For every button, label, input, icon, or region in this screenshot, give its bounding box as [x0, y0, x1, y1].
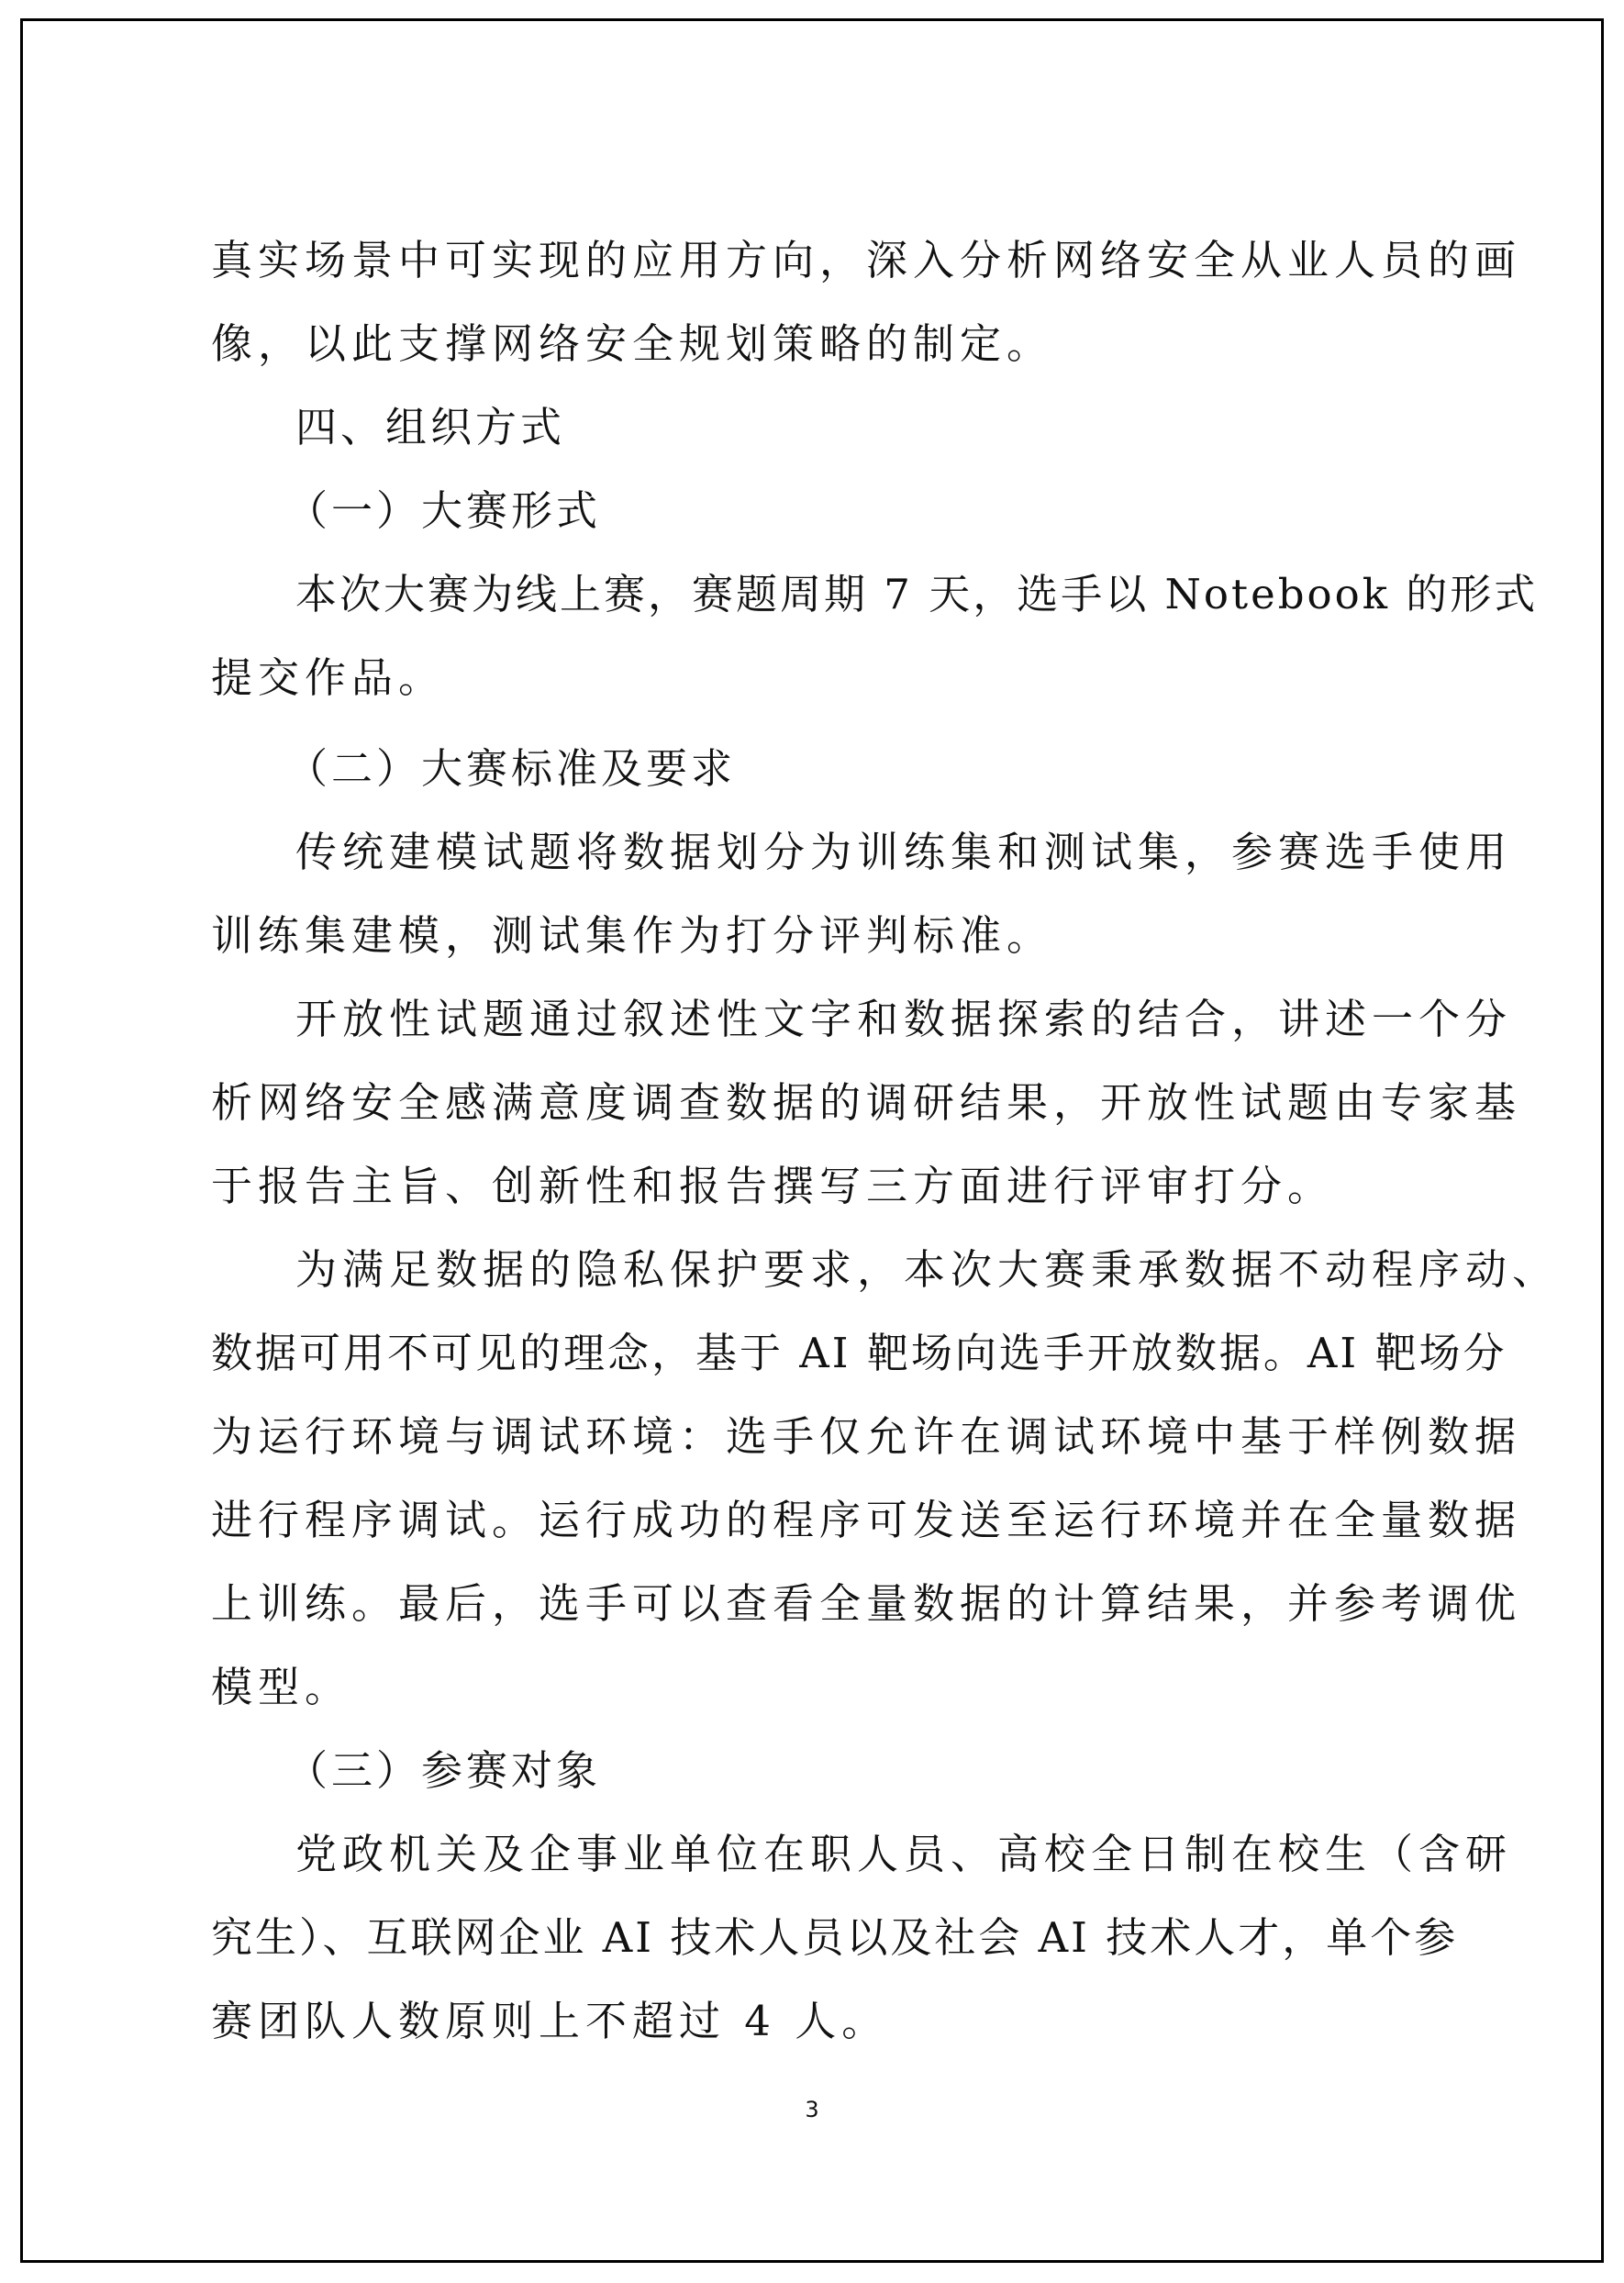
- paragraph-line: 上训练。最后，选手可以查看全量数据的计算结果，并参考调优: [211, 1579, 1522, 1628]
- paragraph-line: 提交作品。: [211, 653, 446, 702]
- paragraph-line: 析网络安全感满意度调查数据的调研结果，开放性试题由专家基: [211, 1078, 1522, 1127]
- paragraph-line: 传统建模试题将数据划分为训练集和测试集，参赛选手使用: [295, 828, 1513, 876]
- paragraph-line: 进行程序调试。运行成功的程序可发送至运行环境并在全量数据: [211, 1496, 1522, 1544]
- subsection-heading: （三）参赛对象: [286, 1746, 602, 1795]
- subsection-heading: （二）大赛标准及要求: [286, 744, 737, 793]
- paragraph-line: 党政机关及企事业单位在职人员、高校全日制在校生（含研: [295, 1830, 1513, 1878]
- paragraph-line: 赛团队人数原则上不超过 4 人。: [211, 1997, 889, 2045]
- paragraph-line: 训练集建模，测试集作为打分评判标准。: [211, 911, 1054, 960]
- paragraph-line: 为运行环境与调试环境：选手仅允许在调试环境中基于样例数据: [211, 1412, 1522, 1461]
- paragraph-line: 像，以此支撑网络安全规划策略的制定。: [211, 319, 1054, 368]
- paragraph-line: 开放性试题通过叙述性文字和数据探索的结合，讲述一个分: [295, 995, 1513, 1043]
- paragraph-line: 于报告主旨、创新性和报告撰写三方面进行评审打分。: [211, 1162, 1335, 1210]
- paragraph-line: 本次大赛为线上赛，赛题周期 7 天，选手以 Notebook 的形式: [295, 570, 1539, 618]
- document-body: [211, 218, 1560, 2063]
- subsection-heading: （一）大赛形式: [286, 486, 602, 535]
- paragraph-line: 究生）、互联网企业 AI 技术人员以及社会 AI 技术人才，单个参: [211, 1913, 1459, 1962]
- section-heading: 四、组织方式: [295, 403, 566, 451]
- paragraph-line: 模型。: [211, 1663, 352, 1711]
- paragraph-line: 数据可用不可见的理念，基于 AI 靶场向选手开放数据。AI 靶场分: [211, 1329, 1507, 1377]
- paragraph-line: 真实场景中可实现的应用方向，深入分析网络安全从业人员的画: [211, 236, 1522, 284]
- page-number: 3: [805, 2097, 819, 2122]
- paragraph-line: 为满足数据的隐私保护要求，本次大赛秉承数据不动程序动、: [295, 1245, 1560, 1294]
